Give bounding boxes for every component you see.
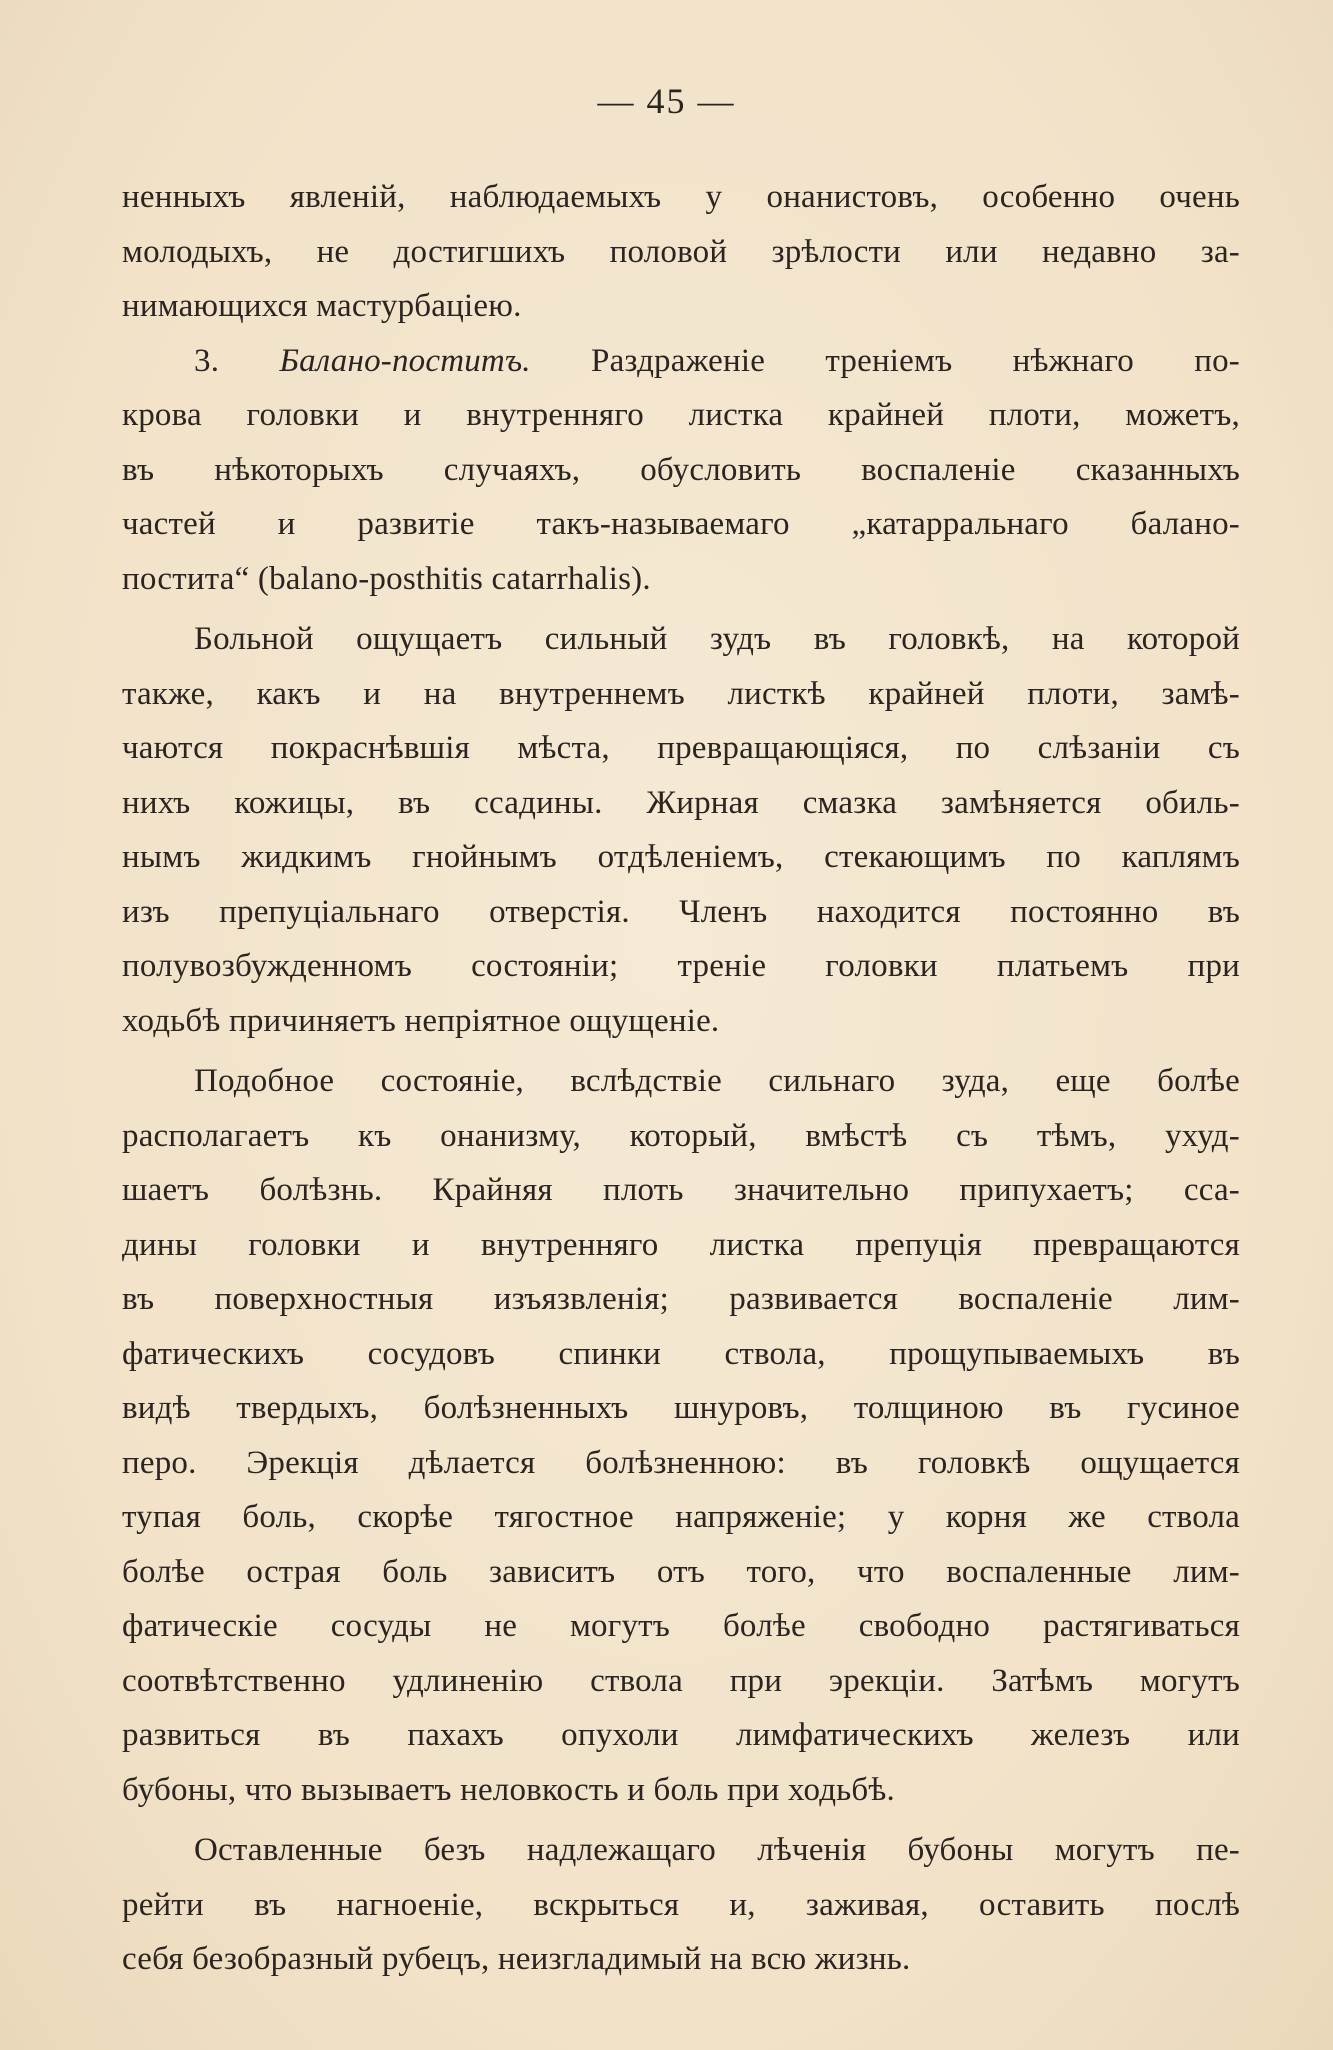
text-line: также, какъ и на внутреннемъ листкѣ крайней плоти, замѣ- [122,675,1240,712]
text-line: рейти въ нагноеніе, вскрыться и, заживая, оставить послѣ [122,1886,1240,1923]
text-line: Больной ощущаетъ сильный зудъ въ головкѣ, на которой [194,621,1240,657]
text-line: бубоны, что вызываетъ неловкость и боль при ходьбѣ. [122,1771,895,1808]
text-line: ненныхъ явленій, наблюдаемыхъ у онанистовъ, особенно очень [122,179,1240,215]
text-line: Оставленные безъ надлежащаго лѣченія бубоны могутъ пе- [194,1832,1240,1868]
page-number: — 45 — [597,81,736,121]
text-line: постита“ (balano-posthitis catarrhalis). [122,560,651,597]
section-intro: Раздраженіе треніемъ нѣжнаго по- [591,342,1240,379]
text-line: нымъ жидкимъ гнойнымъ отдѣленіемъ, стекающимъ по каплямъ [122,839,1240,875]
text-line: крова головки и внутренняго листка крайней плоти, можетъ, [122,397,1240,433]
text-line: ходьбѣ причиняетъ непріятное ощущеніе. [122,1002,720,1039]
body-text [122,170,1240,1987]
section-title: Балано-поститъ. [279,342,531,379]
text-line: изъ препуціальнаго отверстія. Членъ находится постоянно въ [122,893,1240,930]
text-line: располагаетъ къ онанизму, который, вмѣстѣ съ тѣмъ, ухуд- [122,1117,1240,1154]
text-line: частей и развитіе такъ-называемаго „катарральнаго балано- [122,506,1240,542]
text-line: соотвѣтственно удлиненію ствола при эрекціи. Затѣмъ могутъ [122,1662,1240,1699]
text-line: молодыхъ, не достигшихъ половой зрѣлости или недавно за- [122,233,1240,270]
text-line: Подобное состояніе, вслѣдствіе сильнаго зуда, еще болѣе [194,1063,1240,1099]
text-line: шаетъ болѣзнь. Крайняя плоть значительно припухаетъ; сса- [122,1172,1240,1208]
text-line: въ нѣкоторыхъ случаяхъ, обусловить воспаленіе сказанныхъ [122,451,1240,488]
text-line: себя безобразный рубецъ, неизгладимый на всю жизнь. [122,1941,911,1977]
text-line: нимающихся мастурбаціею. [122,288,522,324]
text-line: въ поверхностныя изъязвленія; развивается воспаленіе лим- [122,1281,1240,1317]
text-line: видѣ твердыхъ, болѣзненныхъ шнуровъ, толщиною въ гусиное [122,1390,1240,1426]
text-line: чаются покраснѣвшія мѣста, превращающіяся, по слѣзаніи съ [122,730,1240,766]
section-number: 3. [194,342,220,379]
text-line: тупая боль, скорѣе тягостное напряженіе; у корня же ствола [122,1499,1240,1535]
text-line: фатическихъ сосудовъ спинки ствола, прощупываемыхъ въ [122,1335,1240,1372]
text-line: фатическіе сосуды не могутъ болѣе свободно растягиваться [122,1608,1240,1644]
text-line: нихъ кожицы, въ ссадины. Жирная смазка замѣняется обиль- [122,784,1240,821]
text-line: дины головки и внутренняго листка препуція превращаются [122,1226,1240,1263]
section-heading-line [122,334,1240,389]
text-line: развиться въ пахахъ опухоли лимфатическихъ железъ или [122,1717,1240,1753]
text-line: перо. Эрекція дѣлается болѣзненною: въ головкѣ ощущается [122,1444,1240,1481]
text-line: полувозбужденномъ состояніи; треніе головки платьемъ при [122,948,1240,984]
text-line: болѣе острая боль зависитъ отъ того, что воспаленные лим- [122,1553,1240,1590]
